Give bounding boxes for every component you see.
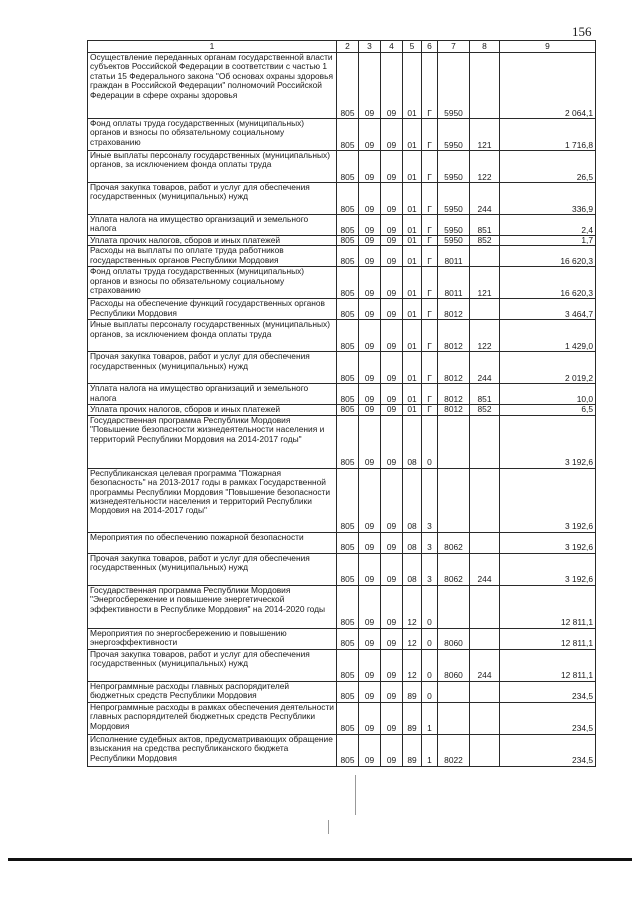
- row-code-c8: [470, 734, 500, 766]
- row-code-c4: 09: [381, 468, 403, 532]
- row-code-c5: 01: [403, 215, 422, 236]
- row-code-c8: 852: [470, 236, 500, 246]
- row-code-c2: 805: [337, 734, 359, 766]
- row-code-c2: 805: [337, 649, 359, 681]
- row-description: Мероприятия по обеспечению пожарной безопасности: [88, 532, 337, 553]
- row-description: Государственная программа Республики Мордовия "Повышение безопасности жизнедеятельности населения и территорий Республики Мордовия на 2014-2017 годы": [88, 415, 337, 468]
- row-amount: 3 192,6: [500, 415, 596, 468]
- scan-artifact: [328, 820, 329, 834]
- column-header: 6: [422, 41, 438, 53]
- row-code-c6: Г: [422, 215, 438, 236]
- row-code-c8: [470, 53, 500, 119]
- row-code-c6: 1: [422, 702, 438, 734]
- row-code-c4: 09: [381, 215, 403, 236]
- row-code-c7: 8012: [438, 320, 470, 352]
- row-code-c3: 09: [359, 151, 381, 183]
- row-code-c3: 09: [359, 628, 381, 649]
- row-code-c7: 8011: [438, 267, 470, 299]
- row-amount: 2 019,2: [500, 352, 596, 384]
- table-row: [88, 415, 596, 468]
- row-code-c5: 12: [403, 649, 422, 681]
- row-code-c5: 08: [403, 553, 422, 585]
- row-code-c2: 805: [337, 352, 359, 384]
- row-amount: 6,5: [500, 405, 596, 415]
- row-code-c5: 89: [403, 681, 422, 702]
- column-header: 3: [359, 41, 381, 53]
- row-code-c8: [470, 415, 500, 468]
- table-row: [88, 320, 596, 352]
- row-code-c4: 09: [381, 246, 403, 267]
- column-header: 5: [403, 41, 422, 53]
- row-code-c8: 121: [470, 267, 500, 299]
- row-code-c6: 0: [422, 628, 438, 649]
- row-code-c3: 09: [359, 553, 381, 585]
- row-description: Иные выплаты персоналу государственных (муниципальных) органов, за исключением фонда оплаты труда: [88, 151, 337, 183]
- row-code-c7: 8012: [438, 299, 470, 320]
- row-code-c8: 851: [470, 215, 500, 236]
- row-code-c3: 09: [359, 320, 381, 352]
- row-description: Республиканская целевая программа "Пожарная безопасность" на 2013-2017 годы в рамках Государственной программы Республики Мордовия "Повышение безопасности жизнедеятельности населения и территорий Республики Мордовия на 2014-2017 годы": [88, 468, 337, 532]
- row-code-c8: [470, 299, 500, 320]
- row-code-c4: 09: [381, 320, 403, 352]
- row-code-c7: 5950: [438, 215, 470, 236]
- row-code-c8: 244: [470, 352, 500, 384]
- row-description: Расходы на выплаты по оплате труда работников государственных органов Республики Мордовия: [88, 246, 337, 267]
- row-code-c3: 09: [359, 53, 381, 119]
- table-row: [88, 734, 596, 766]
- row-code-c2: 805: [337, 702, 359, 734]
- row-code-c5: 01: [403, 246, 422, 267]
- row-code-c2: 805: [337, 415, 359, 468]
- row-amount: 3 192,6: [500, 468, 596, 532]
- row-code-c6: Г: [422, 384, 438, 405]
- row-description: Уплата прочих налогов, сборов и иных платежей: [88, 236, 337, 246]
- row-code-c6: 3: [422, 532, 438, 553]
- row-code-c3: 09: [359, 681, 381, 702]
- row-code-c3: 09: [359, 532, 381, 553]
- row-amount: 336,9: [500, 183, 596, 215]
- row-code-c8: 121: [470, 119, 500, 151]
- row-code-c5: 01: [403, 53, 422, 119]
- row-code-c3: 09: [359, 246, 381, 267]
- column-header: 2: [337, 41, 359, 53]
- row-description: Прочая закупка товаров, работ и услуг для обеспечения государственных (муниципальных) нужд: [88, 649, 337, 681]
- row-code-c6: Г: [422, 53, 438, 119]
- row-code-c2: 805: [337, 384, 359, 405]
- row-code-c4: 09: [381, 405, 403, 415]
- row-amount: 3 192,6: [500, 532, 596, 553]
- row-code-c2: 805: [337, 53, 359, 119]
- row-amount: 2 064,1: [500, 53, 596, 119]
- row-amount: 12 811,1: [500, 628, 596, 649]
- row-amount: 3 464,7: [500, 299, 596, 320]
- row-description: Исполнение судебных актов, предусматривающих обращение взыскания на средства республиканского бюджета Республики Мордовия: [88, 734, 337, 766]
- row-code-c7: 8011: [438, 246, 470, 267]
- row-code-c4: 09: [381, 267, 403, 299]
- row-code-c5: 01: [403, 299, 422, 320]
- row-code-c8: [470, 681, 500, 702]
- row-code-c3: 09: [359, 415, 381, 468]
- row-code-c3: 09: [359, 352, 381, 384]
- row-code-c5: 01: [403, 151, 422, 183]
- table-row: [88, 236, 596, 246]
- table-row: [88, 681, 596, 702]
- row-amount: 26,5: [500, 151, 596, 183]
- row-code-c5: 08: [403, 468, 422, 532]
- row-code-c5: 01: [403, 236, 422, 246]
- row-code-c2: 805: [337, 405, 359, 415]
- row-code-c6: Г: [422, 405, 438, 415]
- row-description: Расходы на обеспечение функций государственных органов Республики Мордовия: [88, 299, 337, 320]
- row-code-c7: 8012: [438, 384, 470, 405]
- row-code-c8: 122: [470, 320, 500, 352]
- row-code-c4: 09: [381, 649, 403, 681]
- row-code-c3: 09: [359, 215, 381, 236]
- row-description: Иные выплаты персоналу государственных (муниципальных) органов, за исключением фонда оплаты труда: [88, 320, 337, 352]
- row-code-c2: 805: [337, 236, 359, 246]
- row-code-c2: 805: [337, 628, 359, 649]
- row-code-c3: 09: [359, 702, 381, 734]
- row-code-c5: 08: [403, 532, 422, 553]
- row-code-c8: [470, 628, 500, 649]
- row-code-c6: 0: [422, 649, 438, 681]
- table-row: [88, 628, 596, 649]
- row-amount: 234,5: [500, 681, 596, 702]
- row-code-c2: 805: [337, 585, 359, 628]
- scan-artifact: [355, 775, 356, 815]
- row-code-c5: 12: [403, 628, 422, 649]
- row-code-c3: 09: [359, 405, 381, 415]
- row-code-c7: 5950: [438, 183, 470, 215]
- row-code-c7: 5950: [438, 236, 470, 246]
- row-code-c7: 5950: [438, 151, 470, 183]
- row-description: Государственная программа Республики Мордовия "Энергосбережение и повышение энергетической эффективности в Республике Мордовия" на 2014-2020 годы: [88, 585, 337, 628]
- row-code-c7: [438, 681, 470, 702]
- row-code-c6: Г: [422, 236, 438, 246]
- row-code-c8: [470, 246, 500, 267]
- row-description: Непрограммные расходы в рамках обеспечения деятельности главных распорядителей бюджетных средств Республики Мордовия: [88, 702, 337, 734]
- row-code-c4: 09: [381, 734, 403, 766]
- table-row: [88, 151, 596, 183]
- row-amount: 3 192,6: [500, 553, 596, 585]
- row-code-c4: 09: [381, 352, 403, 384]
- table-body: [88, 53, 596, 767]
- row-code-c3: 09: [359, 267, 381, 299]
- page-number: 156: [572, 24, 592, 39]
- table-row: [88, 649, 596, 681]
- row-code-c8: 852: [470, 405, 500, 415]
- row-code-c6: Г: [422, 267, 438, 299]
- row-code-c5: 01: [403, 352, 422, 384]
- column-header: 7: [438, 41, 470, 53]
- row-code-c5: 01: [403, 320, 422, 352]
- row-code-c8: [470, 468, 500, 532]
- row-code-c7: 8062: [438, 532, 470, 553]
- row-code-c4: 09: [381, 236, 403, 246]
- row-code-c6: 3: [422, 468, 438, 532]
- row-code-c7: 5950: [438, 53, 470, 119]
- row-code-c8: 244: [470, 183, 500, 215]
- row-code-c6: Г: [422, 320, 438, 352]
- row-amount: 1 429,0: [500, 320, 596, 352]
- row-description: Уплата налога на имущество организаций и земельного налога: [88, 384, 337, 405]
- row-amount: 2,4: [500, 215, 596, 236]
- row-code-c5: 89: [403, 702, 422, 734]
- row-code-c7: 8060: [438, 649, 470, 681]
- row-amount: 234,5: [500, 702, 596, 734]
- table-header-row: [88, 41, 596, 53]
- row-code-c5: 89: [403, 734, 422, 766]
- row-code-c7: 8012: [438, 352, 470, 384]
- row-code-c6: 1: [422, 734, 438, 766]
- row-code-c7: 5950: [438, 119, 470, 151]
- row-description: Прочая закупка товаров, работ и услуг для обеспечения государственных (муниципальных) нужд: [88, 553, 337, 585]
- row-code-c3: 09: [359, 299, 381, 320]
- row-code-c2: 805: [337, 681, 359, 702]
- table-row: [88, 299, 596, 320]
- row-description: Уплата налога на имущество организаций и земельного налога: [88, 215, 337, 236]
- row-code-c4: 09: [381, 702, 403, 734]
- row-code-c4: 09: [381, 681, 403, 702]
- row-amount: 16 620,3: [500, 246, 596, 267]
- row-code-c2: 805: [337, 532, 359, 553]
- row-code-c2: 805: [337, 299, 359, 320]
- row-amount: 12 811,1: [500, 649, 596, 681]
- table-row: [88, 246, 596, 267]
- row-code-c4: 09: [381, 415, 403, 468]
- row-code-c2: 805: [337, 553, 359, 585]
- table-row: [88, 352, 596, 384]
- row-amount: 12 811,1: [500, 585, 596, 628]
- row-amount: 1,7: [500, 236, 596, 246]
- row-code-c7: 8060: [438, 628, 470, 649]
- row-code-c7: 8062: [438, 553, 470, 585]
- row-code-c6: 0: [422, 681, 438, 702]
- row-code-c2: 805: [337, 151, 359, 183]
- column-header: 4: [381, 41, 403, 53]
- row-code-c2: 805: [337, 320, 359, 352]
- row-code-c5: 01: [403, 183, 422, 215]
- row-code-c8: 244: [470, 649, 500, 681]
- row-code-c4: 09: [381, 299, 403, 320]
- row-code-c6: Г: [422, 352, 438, 384]
- row-code-c6: 3: [422, 553, 438, 585]
- table-row: [88, 53, 596, 119]
- row-code-c2: 805: [337, 215, 359, 236]
- row-code-c7: [438, 468, 470, 532]
- row-code-c4: 09: [381, 628, 403, 649]
- row-description: Прочая закупка товаров, работ и услуг для обеспечения государственных (муниципальных) нужд: [88, 352, 337, 384]
- row-code-c5: 01: [403, 119, 422, 151]
- row-code-c2: 805: [337, 183, 359, 215]
- row-code-c2: 805: [337, 246, 359, 267]
- row-amount: 10,0: [500, 384, 596, 405]
- table-row: [88, 585, 596, 628]
- table-row: [88, 267, 596, 299]
- row-code-c2: 805: [337, 267, 359, 299]
- row-code-c4: 09: [381, 384, 403, 405]
- table-row: [88, 532, 596, 553]
- row-code-c3: 09: [359, 585, 381, 628]
- row-code-c7: [438, 702, 470, 734]
- row-code-c5: 01: [403, 267, 422, 299]
- row-code-c5: 08: [403, 415, 422, 468]
- row-code-c6: Г: [422, 183, 438, 215]
- row-code-c6: 0: [422, 415, 438, 468]
- row-code-c3: 09: [359, 119, 381, 151]
- row-code-c8: [470, 585, 500, 628]
- column-header: 8: [470, 41, 500, 53]
- row-code-c7: [438, 585, 470, 628]
- row-amount: 1 716,8: [500, 119, 596, 151]
- row-code-c3: 09: [359, 468, 381, 532]
- row-code-c7: 8012: [438, 405, 470, 415]
- row-amount: 16 620,3: [500, 267, 596, 299]
- row-description: Уплата прочих налогов, сборов и иных платежей: [88, 405, 337, 415]
- row-code-c4: 09: [381, 151, 403, 183]
- row-code-c7: 8022: [438, 734, 470, 766]
- row-code-c3: 09: [359, 236, 381, 246]
- row-code-c8: 851: [470, 384, 500, 405]
- row-code-c2: 805: [337, 119, 359, 151]
- row-code-c8: 244: [470, 553, 500, 585]
- row-code-c8: [470, 532, 500, 553]
- table-row: [88, 405, 596, 415]
- table-row: [88, 468, 596, 532]
- row-code-c4: 09: [381, 532, 403, 553]
- table-row: [88, 384, 596, 405]
- row-code-c8: [470, 702, 500, 734]
- row-description: Мероприятия по энергосбережению и повышению энергоэффективности: [88, 628, 337, 649]
- table-row: [88, 215, 596, 236]
- row-amount: 234,5: [500, 734, 596, 766]
- row-code-c6: Г: [422, 119, 438, 151]
- row-code-c4: 09: [381, 53, 403, 119]
- column-header: 1: [88, 41, 337, 53]
- row-code-c6: Г: [422, 299, 438, 320]
- row-code-c8: 122: [470, 151, 500, 183]
- table-row: [88, 553, 596, 585]
- row-code-c6: Г: [422, 151, 438, 183]
- budget-table: [87, 40, 596, 767]
- row-code-c6: 0: [422, 585, 438, 628]
- row-code-c3: 09: [359, 384, 381, 405]
- table-row: [88, 183, 596, 215]
- row-code-c2: 805: [337, 468, 359, 532]
- row-code-c4: 09: [381, 183, 403, 215]
- scan-border-line: [8, 858, 632, 861]
- row-description: Непрограммные расходы главных распорядителей бюджетных средств Республики Мордовия: [88, 681, 337, 702]
- row-code-c5: 12: [403, 585, 422, 628]
- row-code-c4: 09: [381, 553, 403, 585]
- row-code-c3: 09: [359, 734, 381, 766]
- row-description: Прочая закупка товаров, работ и услуг для обеспечения государственных (муниципальных) нужд: [88, 183, 337, 215]
- row-code-c7: [438, 415, 470, 468]
- row-code-c4: 09: [381, 585, 403, 628]
- table-row: [88, 702, 596, 734]
- row-code-c4: 09: [381, 119, 403, 151]
- row-description: Осуществление переданных органам государственной власти субъектов Российской Федерации в соответствии с частью 1 статьи 15 Федерального закона "Об основах охраны здоровья граждан в Российской Федерации" полномочий Российской Федерации в сфере охраны здоровья: [88, 53, 337, 119]
- column-header: 9: [500, 41, 596, 53]
- row-code-c5: 01: [403, 405, 422, 415]
- table-row: [88, 119, 596, 151]
- row-code-c3: 09: [359, 649, 381, 681]
- row-code-c6: Г: [422, 246, 438, 267]
- row-code-c5: 01: [403, 384, 422, 405]
- row-description: Фонд оплаты труда государственных (муниципальных) органов и взносы по обязательному социальному страхованию: [88, 267, 337, 299]
- row-description: Фонд оплаты труда государственных (муниципальных) органов и взносы по обязательному социальному страхованию: [88, 119, 337, 151]
- row-code-c3: 09: [359, 183, 381, 215]
